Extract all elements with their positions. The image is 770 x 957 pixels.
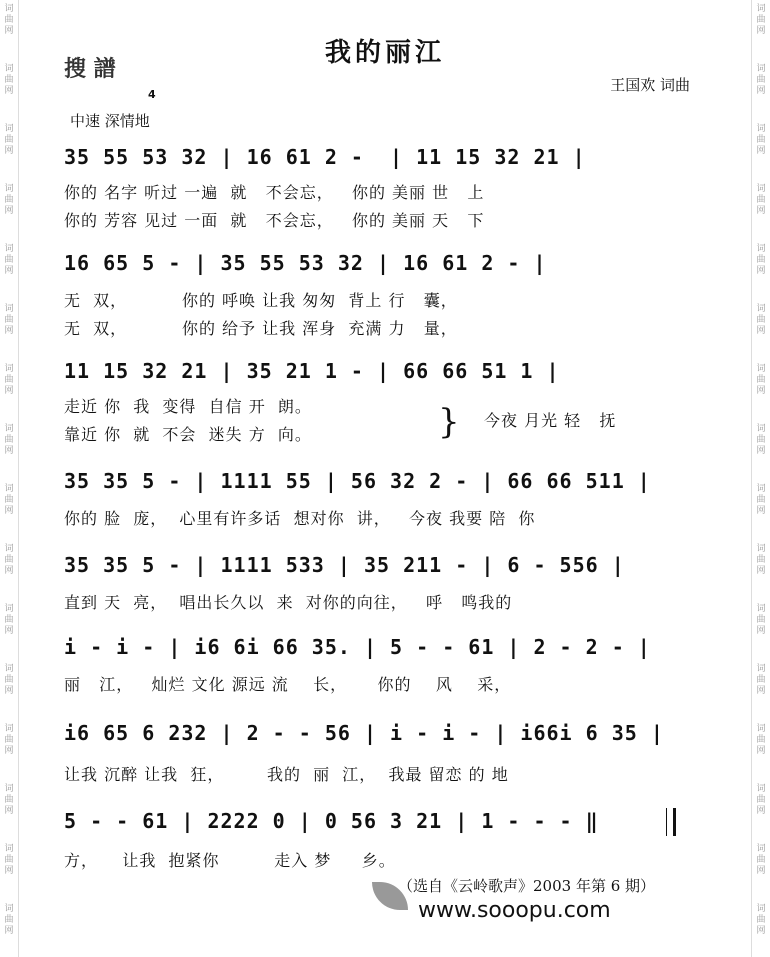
watermark-text: 词 曲 网 bbox=[4, 4, 14, 36]
notation-line: i - i - | i6 6i 66 35. | 5 - - 61 | 2 - 2 - | bbox=[64, 635, 651, 659]
song-title: 我的丽江 bbox=[324, 38, 445, 68]
watermark-text: 词 曲 网 bbox=[756, 724, 766, 756]
watermark-text: 词 曲 网 bbox=[4, 784, 14, 816]
watermark-text: 词 曲 网 bbox=[756, 484, 766, 516]
watermark-text: 词 曲 网 bbox=[756, 844, 766, 876]
author-credit: 王国欢 词曲 bbox=[610, 76, 690, 94]
watermark-text: 词 曲 网 bbox=[756, 784, 766, 816]
notation-line: 5 - - 61 | 2222 0 | 0 56 3 21 | 1 - - - ‖ bbox=[64, 809, 599, 833]
watermark-text: 词 曲 网 bbox=[4, 904, 14, 936]
lyric-line-1: 走近 你 我 变得 自信 开 朗。 bbox=[64, 397, 312, 416]
watermark-text: 词 曲 网 bbox=[756, 904, 766, 936]
watermark-text: 词 曲 网 bbox=[756, 184, 766, 216]
watermark-text: 词 曲 网 bbox=[4, 484, 14, 516]
lyric-line-1: 方， 让我 抱紧你 走入 梦 乡。 bbox=[64, 851, 396, 870]
watermark-text: 词 曲 网 bbox=[4, 844, 14, 876]
watermark-text: 词 曲 网 bbox=[4, 364, 14, 396]
watermark-text: 词 曲 网 bbox=[4, 664, 14, 696]
lyric-line-1: 你的 脸 庞， 心里有许多话 想对你 讲， 今夜 我要 陪 你 bbox=[64, 509, 536, 528]
lyric-line-1: 让我 沉醉 让我 狂， 我的 丽 江， 我最 留恋 的 地 bbox=[64, 765, 509, 784]
final-barline bbox=[666, 808, 676, 836]
watermark-text: 词 曲 网 bbox=[756, 544, 766, 576]
logo-subscript: 4 bbox=[148, 88, 156, 101]
watermark-text: 词 曲 网 bbox=[756, 664, 766, 696]
notation-line: 16 65 5 - | 35 55 53 32 | 16 61 2 - | bbox=[64, 251, 547, 275]
watermark-text: 词 曲 网 bbox=[756, 304, 766, 336]
notation-line: 35 35 5 - | 1111 533 | 35 211 - | 6 - 556 | bbox=[64, 553, 625, 577]
lyric-line-2: 靠近 你 就 不会 迷失 方 向。 bbox=[64, 425, 312, 444]
watermark-text: 词 曲 网 bbox=[4, 64, 14, 96]
lyric-aside: 今夜 月光 轻 抚 bbox=[484, 411, 617, 430]
watermark-text: 词 曲 网 bbox=[756, 244, 766, 276]
watermark-text: 词 曲 网 bbox=[4, 304, 14, 336]
notation-line: 35 55 53 32 | 16 61 2 - | 11 15 32 21 | bbox=[64, 145, 586, 169]
watermark-text: 词 曲 网 bbox=[4, 544, 14, 576]
notation-line: i6 65 6 232 | 2 - - 56 | i - i - | i66i 6 35 | bbox=[64, 721, 664, 745]
lyric-line-1: 丽 江， 灿烂 文化 源远 流 长， 你的 风 采， bbox=[64, 675, 512, 694]
watermark-text: 词 曲 网 bbox=[4, 244, 14, 276]
watermark-text: 词 曲 网 bbox=[4, 424, 14, 456]
notation-line: 35 35 5 - | 1111 55 | 56 32 2 - | 66 66 511 | bbox=[64, 469, 651, 493]
watermark-text: 词 曲 网 bbox=[756, 424, 766, 456]
lyric-line-1: 直到 天 亮， 唱出长久以 来 对你的向往， 呼 鸣我的 bbox=[64, 593, 513, 612]
lyric-line-1: 你的 名字 听过 一遍 就 不会忘， 你的 美丽 世 上 bbox=[64, 183, 485, 202]
watermark-text: 词 曲 网 bbox=[756, 604, 766, 636]
watermark-text: 词 曲 网 bbox=[4, 184, 14, 216]
watermark-text: 词 曲 网 bbox=[4, 124, 14, 156]
lyric-line-1: 无 双， 你的 呼唤 让我 匆匆 背上 行 囊， bbox=[64, 291, 458, 310]
watermark-text: 词 曲 网 bbox=[756, 4, 766, 36]
watermark-text: 词 曲 网 bbox=[4, 604, 14, 636]
watermark-text: 词 曲 网 bbox=[756, 124, 766, 156]
lyric-line-2: 你的 芳容 见过 一面 就 不会忘， 你的 美丽 天 下 bbox=[64, 211, 485, 230]
logo-text: 搜 譜 bbox=[64, 57, 116, 82]
watermark-text: 词 曲 网 bbox=[4, 724, 14, 756]
site-url: www.sooopu.com bbox=[418, 898, 611, 923]
logo bbox=[64, 52, 116, 83]
source-citation: （选自《云岭歌声》2003 年第 6 期） bbox=[398, 877, 656, 895]
lyric-brace: } bbox=[438, 402, 460, 442]
tempo-marking: 中速 深情地 bbox=[70, 112, 150, 130]
watermark-text: 词 曲 网 bbox=[756, 364, 766, 396]
notation-line: 11 15 32 21 | 35 21 1 - | 66 66 51 1 | bbox=[64, 359, 560, 383]
watermark-text: 词 曲 网 bbox=[756, 64, 766, 96]
lyric-line-2: 无 双， 你的 给予 让我 浑身 充满 力 量， bbox=[64, 319, 458, 338]
